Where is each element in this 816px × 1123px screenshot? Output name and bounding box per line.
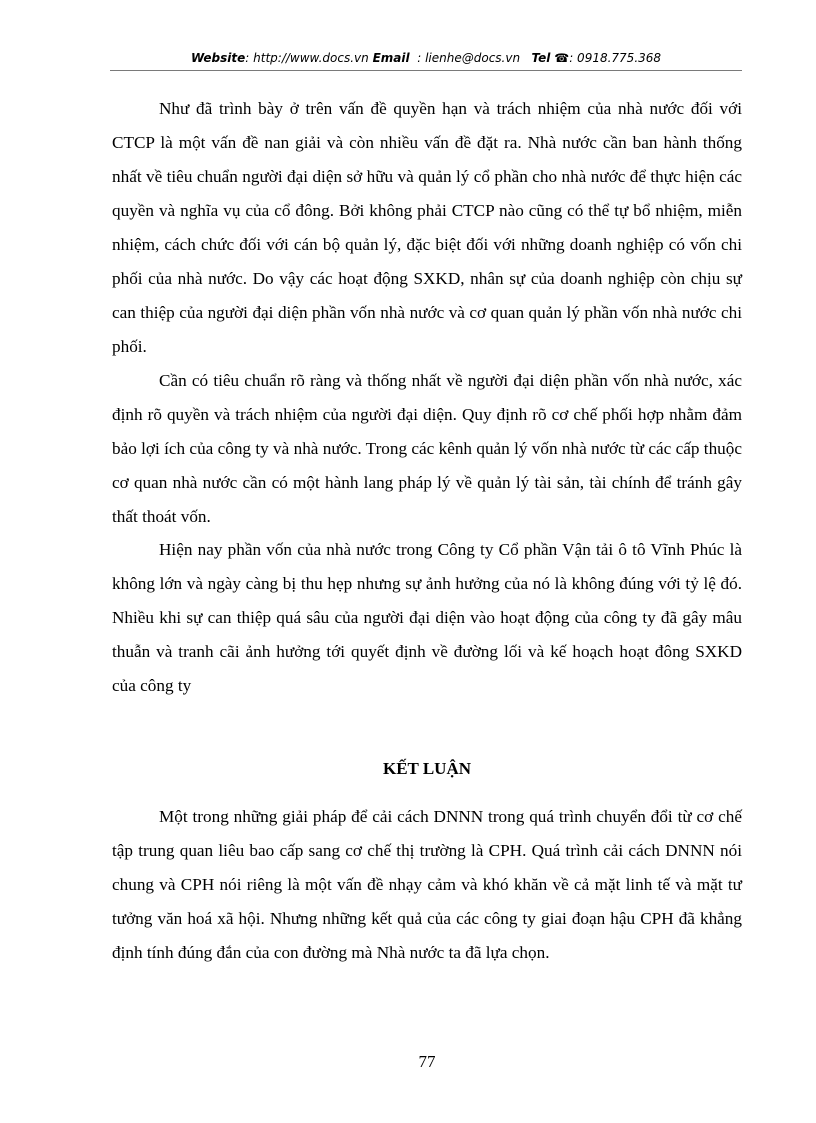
paragraph-1: [112, 92, 742, 364]
tel-label: Tel: [531, 51, 551, 65]
phone-icon: ☎: [554, 51, 570, 65]
paragraph-2-text: Cần có tiêu chuẩn rõ ràng và thống nhất về người đại diện phần vốn nhà nước, xác định rõ quyền và trách nhiệm của người đại diện. Quy định rõ cơ chế phối hợp nhằm đảm bảo lợi ích của công ty và nhà nước. Trong các kênh quản lý vốn nhà nước từ các cấp thuộc cơ quan nhà nước cần có một hành lang pháp lý về quản lý tài sản, tài chính để tránh gây thất thoát vốn.: [112, 371, 742, 526]
website-label: Website: [190, 51, 246, 65]
section-title: KẾT LUẬN: [382, 759, 471, 778]
page-number: 77: [418, 1052, 436, 1071]
email-value: : lienhe@docs.vn: [417, 51, 521, 65]
header-divider: [110, 70, 742, 71]
tel-value: : 0918.775.368: [569, 51, 662, 65]
paragraph-1-text: Như đã trình bày ở trên vấn đề quyền hạn và trách nhiệm của nhà nước đối với CTCP là một vấn đề nan giải và còn nhiều vấn đề đặt ra. Nhà nước cần ban hành thống nhất về tiêu chuẩn người đại diện sở hữu và quản lý cổ phần cho nhà nước để thực hiện các quyền và nghĩa vụ của cổ đông. Bởi không phải CTCP nào cũng có thể tự bổ nhiệm, miễn nhiệm, cách chức đối với cán bộ quản lý, đặc biệt đối với những doanh nghiệp có vốn chi phối của nhà nước. Do vậy các hoạt động SXKD, nhân sự của doanh nghiệp còn chịu sự can thiệp của người đại diện phần vốn nhà nước và cơ quan quản lý phần vốn nhà nước chi phối.: [112, 99, 742, 356]
email-label: Email: [372, 51, 410, 65]
paragraph-2: [112, 364, 742, 534]
paragraph-4-text: Một trong những giải pháp để cải cách DNNN trong quá trình chuyển đổi từ cơ chế tập trung quan liêu bao cấp sang cơ chế thị trường là CPH. Quá trình cải cách DNNN nói chung và CPH nói riêng là một vấn đề nhạy cảm và khó khăn về cả mặt linh tế và mặt tư tưởng văn hoá xã hội. Nhưng những kết quả của các công ty giai đoạn hậu CPH đã khẳng định tính đúng đắn của con đường mà Nhà nước ta đã lựa chọn.: [112, 807, 742, 962]
paragraph-3: [112, 533, 742, 703]
website-value: : http://www.docs.vn: [245, 51, 369, 65]
paragraph-4: [112, 800, 742, 970]
paragraph-3-text: Hiện nay phần vốn của nhà nước trong Công ty Cổ phần Vận tải ô tô Vĩnh Phúc là không lớn và ngày càng bị thu hẹp nhưng sự ảnh hưởng của nó là không đúng với tỷ lệ đó. Nhiều khi sự can thiệp quá sâu của người đại diện vào hoạt động của công ty đã gây mâu thuẫn và tranh cãi ảnh hưởng tới quyết định về đường lối và kế hoạch hoạt đông SXKD của công ty: [112, 540, 742, 695]
page-header: [110, 48, 742, 68]
